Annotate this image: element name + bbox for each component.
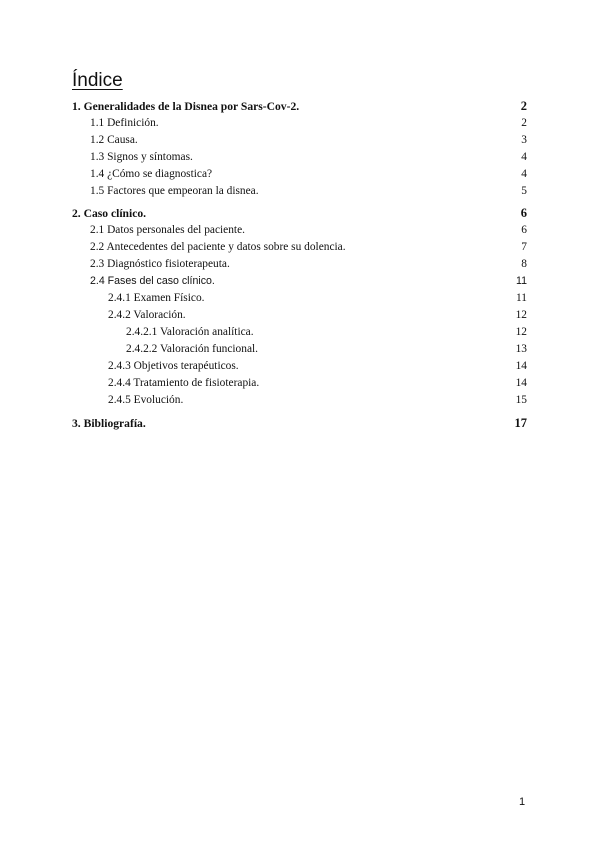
- toc-entry-label: 2.3 Diagnóstico fisioterapeuta.: [90, 258, 230, 270]
- toc-entry-page: 12: [515, 309, 527, 321]
- toc-entry-page: 7: [521, 241, 527, 253]
- toc-entry-page: 17: [514, 416, 527, 430]
- toc-entry-label: 2.4.2 Valoración.: [108, 309, 186, 321]
- toc-entry: [72, 358, 527, 375]
- toc-entry-label: 1.3 Signos y síntomas.: [90, 151, 193, 163]
- toc-entry: [72, 273, 527, 290]
- toc-entry-page: 6: [521, 224, 527, 236]
- toc-title: Índice: [72, 70, 123, 91]
- toc-entry: [72, 166, 527, 183]
- page-number: 1: [519, 796, 526, 808]
- toc-entry-label: 2.4.5 Evolución.: [108, 394, 184, 406]
- toc-entry: [72, 375, 527, 392]
- toc-entry-label: 2.1 Datos personales del paciente.: [90, 224, 245, 236]
- toc-entry-page: 11: [516, 292, 527, 304]
- toc-entry-page: 6: [520, 206, 527, 220]
- toc-entry: [72, 324, 527, 341]
- toc-entry-label: 1.4 ¿Cómo se diagnostica?: [90, 168, 213, 180]
- toc-entry-page: 4: [521, 168, 527, 180]
- toc-entry-page: 5: [521, 185, 527, 197]
- toc-entry: [72, 392, 527, 409]
- toc-entry: [72, 222, 527, 239]
- toc-entry-label: 2.4.3 Objetivos terapéuticos.: [108, 360, 239, 372]
- toc-entry-label: 2. Caso clínico.: [72, 207, 147, 220]
- toc-entry: [72, 239, 527, 256]
- toc-entry: [72, 183, 527, 200]
- toc-entry-label: 1.2 Causa.: [90, 134, 138, 146]
- toc-entry-page: 11: [516, 275, 527, 287]
- toc-entry-page: 4: [521, 151, 527, 163]
- toc-entry-page: 2: [520, 99, 527, 113]
- toc-entry: [72, 149, 527, 166]
- toc-entry-page: 15: [515, 394, 527, 406]
- toc-entry-page: 14: [515, 377, 527, 389]
- toc-entry-label: 2.4.2.1 Valoración analítica.: [126, 326, 254, 338]
- toc-entry-label: 2.4.1 Examen Físico.: [108, 292, 205, 304]
- toc-entry-page: 2: [521, 117, 527, 129]
- toc-entry-label: 2.2 Antecedentes del paciente y datos sobre su dolencia.: [90, 241, 346, 253]
- toc-entry: [72, 256, 527, 273]
- toc-entry: [72, 98, 527, 115]
- toc-entry-page: 12: [515, 326, 527, 338]
- toc-entry-page: 3: [521, 134, 527, 146]
- toc-entry: [72, 205, 527, 222]
- toc-entry-label: 1.5 Factores que empeoran la disnea.: [90, 185, 259, 197]
- toc-entry: [72, 290, 527, 307]
- toc-entry: [72, 307, 527, 324]
- toc-entry-page: 8: [521, 258, 527, 270]
- toc-entry-label: 1. Generalidades de la Disnea por Sars-Cov-2.: [72, 100, 300, 113]
- toc-entry-page: 14: [515, 360, 527, 372]
- toc-entry-label: 3. Bibliografía.: [72, 417, 146, 430]
- toc-entry-page: 13: [515, 343, 527, 355]
- toc-entry-label: 2.4.4 Tratamiento de fisioterapia.: [108, 377, 260, 389]
- toc-entry-label: 2.4 Fases del caso clínico.: [90, 275, 215, 287]
- toc-entry: [72, 115, 527, 132]
- toc-entry-label: 2.4.2.2 Valoración funcional.: [126, 343, 259, 355]
- toc-entry: [72, 415, 527, 432]
- toc-entry-label: 1.1 Definición.: [90, 117, 159, 129]
- toc-entry: [72, 341, 527, 358]
- toc-entry: [72, 132, 527, 149]
